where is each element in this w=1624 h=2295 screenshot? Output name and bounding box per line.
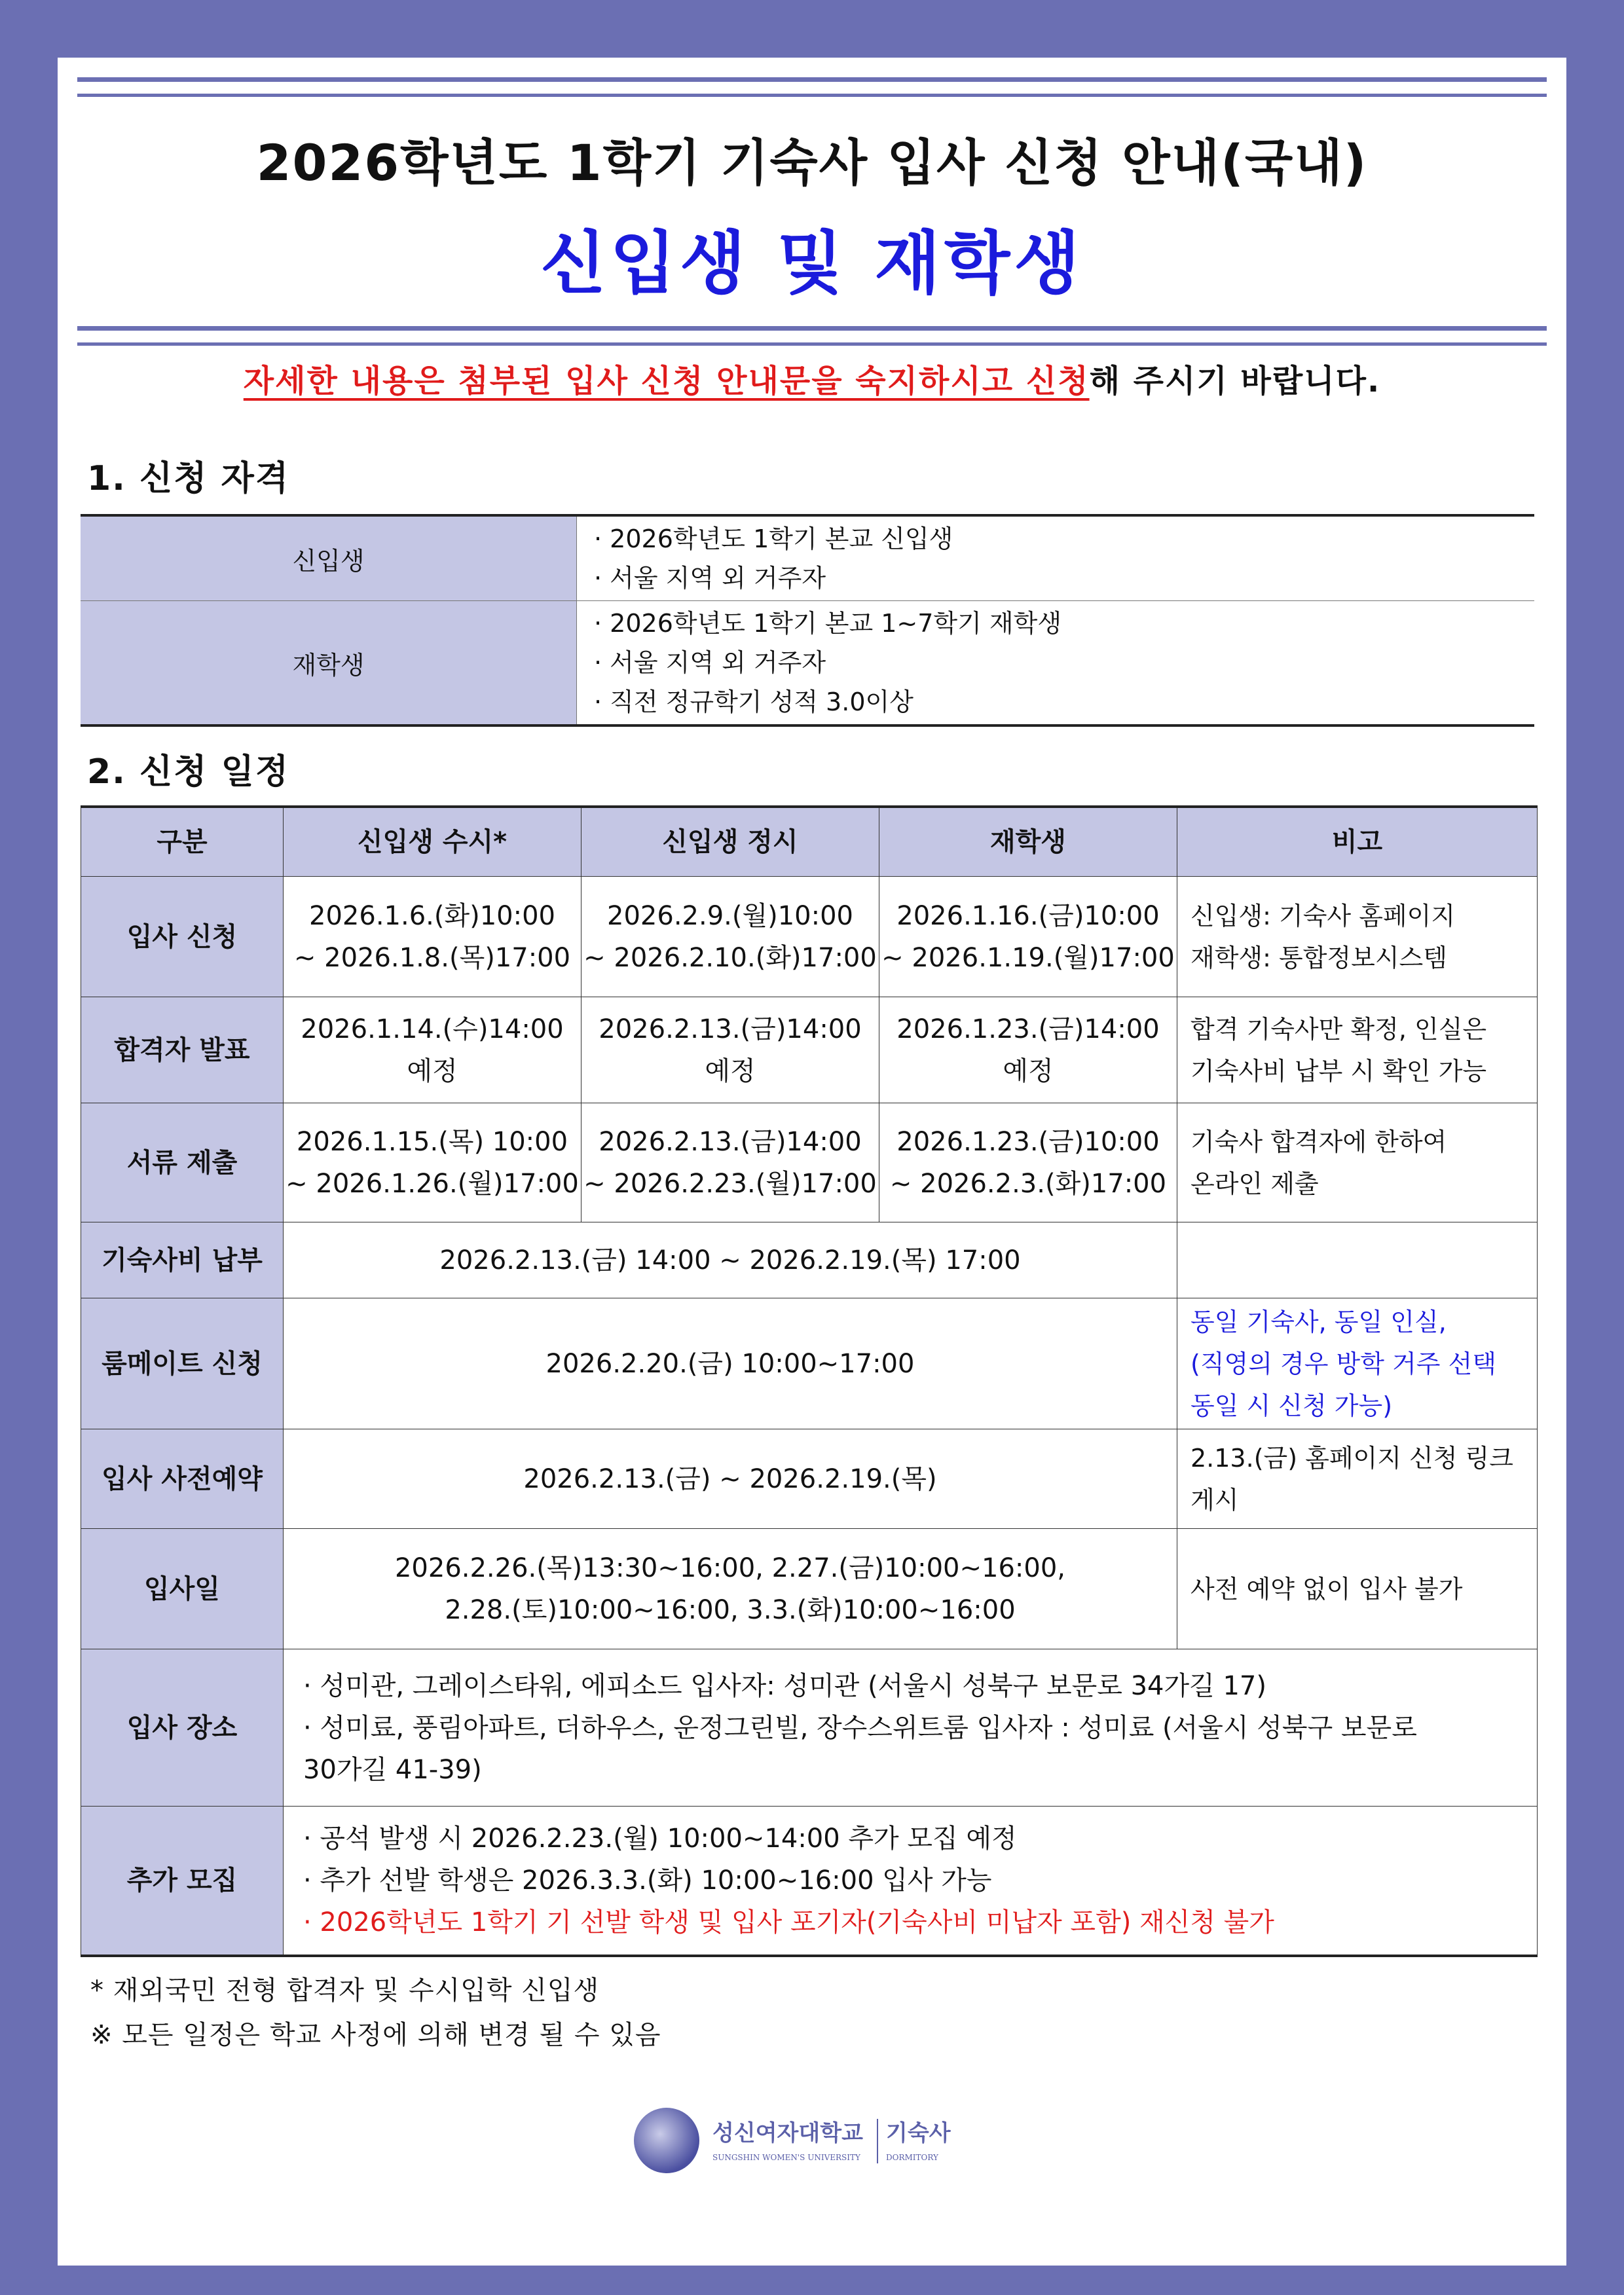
row-header: 입사 장소 xyxy=(81,1649,284,1807)
logo-dept-en: DORMITORY xyxy=(886,2153,938,2162)
page-subtitle: 신입생 및 재학생 xyxy=(540,223,1084,303)
eligibility-label: 신입생 xyxy=(81,515,577,601)
eligibility-table xyxy=(81,514,1534,727)
notice-line xyxy=(58,356,1566,401)
university-logo xyxy=(631,2104,997,2176)
table-cell xyxy=(879,1103,1177,1222)
list-item: · 서울 지역 외 거주자 xyxy=(594,564,826,593)
logo-name-en: SUNGSHIN WOMEN'S UNIVERSITY xyxy=(712,2153,860,2162)
cell-line: 예정 xyxy=(1003,1056,1054,1086)
cell-line: ~ 2026.2.23.(월)17:00 xyxy=(583,1168,877,1199)
table-cell xyxy=(581,877,879,997)
cell-line: 2026.1.23.(금)14:00 xyxy=(896,1014,1160,1044)
table-row xyxy=(81,1429,1538,1529)
schedule-table xyxy=(81,805,1538,1957)
cell-line: ~ 2026.2.10.(화)17:00 xyxy=(583,942,877,973)
cell-line: 합격 기숙사만 확정, 인실은 xyxy=(1190,1014,1487,1044)
row-header: 서류 제출 xyxy=(81,1103,284,1222)
section-title-eligibility: 1. 신청 자격 xyxy=(87,459,290,498)
footnote: * 재외국민 전형 합격자 및 수시입학 신입생 xyxy=(90,1975,600,2006)
list-item: · 2026학년도 1학기 본교 신입생 xyxy=(594,524,953,553)
header-cell: 신입생 수시* xyxy=(284,807,581,877)
table-header-row xyxy=(81,807,1538,877)
cell-line: 2.28.(토)10:00~16:00, 3.3.(화)10:00~16:00 xyxy=(445,1594,1016,1625)
eligibility-values xyxy=(577,515,1535,601)
row-header: 추가 모집 xyxy=(81,1807,284,1956)
footnote: ※ 모든 일정은 학교 사정에 의해 변경 될 수 있음 xyxy=(90,2020,661,2050)
header-bottom-rule xyxy=(77,326,1547,346)
table-cell xyxy=(284,1529,1177,1649)
row-header: 합격자 발표 xyxy=(81,997,284,1103)
cell-line: 기숙사 합격자에 한하여 xyxy=(1190,1127,1447,1156)
cell-line: 온라인 제출 xyxy=(1190,1169,1319,1198)
cell-line: 2026.2.13.(금)14:00 xyxy=(599,1126,862,1157)
cell-line: ~ 2026.1.8.(목)17:00 xyxy=(293,942,571,973)
cell-line: 2026.1.16.(금)10:00 xyxy=(896,900,1160,931)
row-header: 기숙사비 납부 xyxy=(81,1222,284,1298)
logo-name: 성신여자대학교 xyxy=(712,2120,863,2146)
note-cell xyxy=(1177,1103,1538,1222)
table-row xyxy=(81,877,1538,997)
table-row xyxy=(81,997,1538,1103)
page-title: 2026학년도 1학기 기숙사 입사 신청 안내(국내) xyxy=(256,134,1368,192)
header-cell: 비고 xyxy=(1177,807,1538,877)
list-item: · 2026학년도 1학기 본교 1~7학기 재학생 xyxy=(594,609,1062,638)
cell-line: · 성미료, 풍림아파트, 더하우스, 운정그린빌, 장수스위트룸 입사자 : 성미료 (서울시 성북구 보문로 xyxy=(303,1712,1417,1743)
cell-line: 2026.1.14.(수)14:00 xyxy=(301,1014,564,1044)
table-row xyxy=(81,1649,1538,1807)
note-cell xyxy=(1177,1222,1538,1298)
cell-line: · 성미관, 그레이스타워, 에피소드 입사자: 성미관 (서울시 성북구 보문로 34가길 17) xyxy=(303,1670,1266,1701)
table-cell xyxy=(284,997,581,1103)
cell-line: 기숙사비 납부 시 확인 가능 xyxy=(1190,1056,1487,1086)
table-row xyxy=(81,1222,1538,1298)
cell-line: 동일 시 신청 가능) xyxy=(1190,1391,1393,1420)
note-cell xyxy=(1177,877,1538,997)
cell-line: 2026.1.6.(화)10:00 xyxy=(309,900,555,931)
cell-line: 2.13.(금) 홈페이지 신청 링크 xyxy=(1190,1443,1513,1473)
cell-line: 2026.2.13.(금)14:00 xyxy=(599,1014,862,1044)
table-cell xyxy=(284,1807,1538,1956)
cell-line: 동일 기숙사, 동일 인실, xyxy=(1190,1307,1447,1336)
eligibility-label: 재학생 xyxy=(81,601,577,726)
eligibility-values xyxy=(577,601,1535,726)
cell-line: 신입생: 기숙사 홈페이지 xyxy=(1190,901,1456,930)
cell-line: (직영의 경우 방학 거주 선택 xyxy=(1190,1349,1496,1378)
cell-line: 2026.2.26.(목)13:30~16:00, 2.27.(금)10:00~16:00, xyxy=(394,1552,1066,1583)
table-cell xyxy=(284,1649,1538,1807)
note-cell xyxy=(1177,997,1538,1103)
cell-line: ~ 2026.1.19.(월)17:00 xyxy=(881,942,1175,973)
row-header: 입사일 xyxy=(81,1529,284,1649)
logo-dept: 기숙사 xyxy=(886,2120,951,2146)
emblem-icon xyxy=(634,2108,699,2173)
header-cell: 신입생 정시 xyxy=(581,807,879,877)
cell-line: · 2026학년도 1학기 기 선발 학생 및 입사 포기자(기숙사비 미납자 포함) 재신청 불가 xyxy=(303,1907,1274,1937)
cell-line: 2026.1.15.(목) 10:00 xyxy=(296,1126,568,1157)
cell-line: 예정 xyxy=(407,1056,458,1086)
table-row xyxy=(81,1298,1538,1429)
table-row xyxy=(81,1807,1538,1956)
table-row xyxy=(81,601,1534,726)
cell-line: 2026.1.23.(금)10:00 xyxy=(896,1126,1160,1157)
list-item: · 서울 지역 외 거주자 xyxy=(594,648,826,677)
cell-line: ~ 2026.2.3.(화)17:00 xyxy=(889,1168,1167,1199)
row-header: 입사 사전예약 xyxy=(81,1429,284,1529)
note-cell xyxy=(1177,1298,1538,1429)
table-cell xyxy=(581,997,879,1103)
document-page xyxy=(58,58,1566,2266)
row-header: 입사 신청 xyxy=(81,877,284,997)
table-cell xyxy=(879,997,1177,1103)
cell-line: 30가길 41-39) xyxy=(303,1754,482,1785)
table-row xyxy=(81,515,1534,601)
table-row xyxy=(81,1529,1538,1649)
table-cell xyxy=(581,1103,879,1222)
cell-line: · 추가 선발 학생은 2026.3.3.(화) 10:00~16:00 입사 가능 xyxy=(303,1865,992,1896)
table-cell xyxy=(284,877,581,997)
table-cell xyxy=(879,877,1177,997)
cell-line: · 공석 발생 시 2026.2.23.(월) 10:00~14:00 추가 모집 예정 xyxy=(303,1823,1017,1854)
cell-line: 게시 xyxy=(1190,1485,1239,1515)
cell-line: 2026.2.9.(월)10:00 xyxy=(607,900,853,931)
header-cell: 재학생 xyxy=(879,807,1177,877)
table-row xyxy=(81,1103,1538,1222)
notice-tail: 해 주시기 바랍니다. xyxy=(1089,363,1381,399)
top-rule xyxy=(77,77,1547,97)
notice-highlight: 자세한 내용은 첨부된 입사 신청 안내문을 숙지하시고 신청 xyxy=(243,363,1090,399)
row-header: 룸메이트 신청 xyxy=(81,1298,284,1429)
table-cell xyxy=(284,1103,581,1222)
section-title-schedule: 2. 신청 일정 xyxy=(87,752,290,792)
list-item: · 직전 정규학기 성적 3.0이상 xyxy=(594,688,913,716)
note-cell: 사전 예약 없이 입사 불가 xyxy=(1177,1529,1538,1649)
table-cell: 2026.2.13.(금) ~ 2026.2.19.(목) xyxy=(284,1429,1177,1529)
header-cell: 구분 xyxy=(81,807,284,877)
table-cell: 2026.2.13.(금) 14:00 ~ 2026.2.19.(목) 17:00 xyxy=(284,1222,1177,1298)
cell-line: ~ 2026.1.26.(월)17:00 xyxy=(286,1168,579,1199)
cell-line: 예정 xyxy=(705,1056,756,1086)
note-cell xyxy=(1177,1429,1538,1529)
cell-line: 재학생: 통합정보시스템 xyxy=(1190,943,1447,972)
table-cell: 2026.2.20.(금) 10:00~17:00 xyxy=(284,1298,1177,1429)
